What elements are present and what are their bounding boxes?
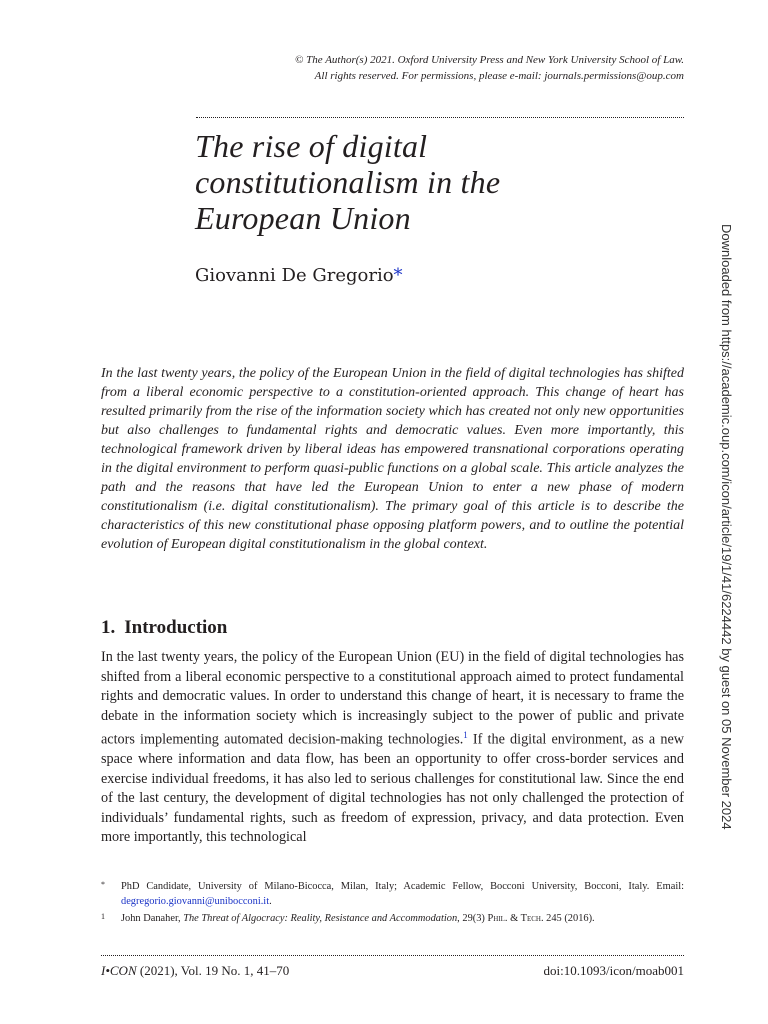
section-heading bbox=[101, 616, 227, 640]
author-footnote-link[interactable]: * bbox=[393, 265, 403, 286]
author-line bbox=[195, 264, 403, 288]
footnote-end: . bbox=[269, 895, 272, 907]
footnote-volume: , 29(3) bbox=[457, 913, 488, 924]
footnote-author bbox=[101, 880, 684, 909]
copyright-notice bbox=[124, 52, 684, 84]
copyright-line-1: © The Author(s) 2021. Oxford University Press and New York University School of Law. bbox=[295, 54, 684, 66]
body-text-part-2: If the digital environment, as a new space where information and data flow, has been an opportunity to offer cross-border services and exercise individual freedoms, it has also led to serious challenges for constitutional law. Since the end of the last century, the development of digital technologies has not only challenged the protection of individuals’ fundamental rights, such as freedom of expression, privacy, and data protection. Even more importantly, this technological bbox=[101, 731, 684, 846]
footnote-author-name: John Danaher, bbox=[121, 913, 184, 924]
footnote-mark: * bbox=[101, 880, 105, 889]
footer-dotted-rule bbox=[101, 955, 684, 956]
footnotes bbox=[101, 880, 684, 930]
top-dotted-rule bbox=[196, 117, 684, 118]
section-number: 1. bbox=[101, 617, 116, 638]
journal-volume: (2021), Vol. 19 No. 1, 41–70 bbox=[136, 963, 290, 978]
body-text-part-1: In the last twenty years, the policy of the European Union (EU) in the field of digital technologies has shifted from a liberal economic perspective to a constitutional approach aimed to protect fundamental rights and democratic values. In order to understand this change of heart, it is necessary to frame the debate in the information society which is increasingly subject to the power of public and private actors implementing automated decision-making technologies. bbox=[101, 649, 684, 748]
article-title: The rise of digital constitutionalism in the European Union bbox=[195, 128, 501, 236]
footnote-1 bbox=[101, 912, 684, 927]
abstract: In the last twenty years, the policy of the European Union in the field of digital technologies has shifted from a liberal economic perspective to a constitution-oriented approach. This change of heart has resulted primarily from the rise of the information society which has created not only new opportunities but also challenges to fundamental rights and democratic values. Even more importantly, this technological framework driven by liberal ideas has empowered transnational corporations operating in the digital environment to perform quasi-public functions on a global scale. This article analyzes the path and the reasons that have led the European Union to enter a new phase of modern constitutionalism (i.e. digital constitutionalism). The primary goal of this article is to describe the characteristics of this new constitutional phase opposing platform powers, and to outline the potential evolution of European digital constitutionalism in the global context. bbox=[101, 366, 684, 552]
body-paragraph bbox=[101, 648, 684, 848]
author-name: Giovanni De Gregorio bbox=[195, 265, 394, 286]
journal-citation bbox=[101, 962, 289, 980]
footnote-work-title: The Threat of Algocracy: Reality, Resistance and Accommodation bbox=[183, 913, 458, 924]
section-title: Introduction bbox=[124, 617, 228, 638]
journal-name: I•CON bbox=[101, 963, 137, 978]
doi-link[interactable]: doi:10.1093/icon/moab001 bbox=[543, 963, 684, 978]
footnote-ref-1[interactable]: 1 bbox=[463, 730, 468, 740]
footnote-journal: Phil. & Tech. bbox=[487, 913, 544, 924]
footnote-text: PhD Candidate, University of Milano-Bicocca, Milan, Italy; Academic Fellow, Bocconi University, Bocconi, Italy. Email: bbox=[121, 881, 684, 892]
footnote-pages: 245 (2016). bbox=[543, 913, 595, 924]
email-link[interactable]: degregorio.giovanni@unibocconi.it bbox=[121, 895, 270, 907]
download-watermark: Downloaded from https://academic.oup.com/icon/article/19/1/41/6224442 by guest on 05 November 2024 bbox=[719, 224, 734, 830]
copyright-line-2: All rights reserved. For permissions, please e-mail: journals.permissions@oup.com bbox=[314, 70, 684, 82]
footnote-mark: 1 bbox=[101, 912, 105, 921]
